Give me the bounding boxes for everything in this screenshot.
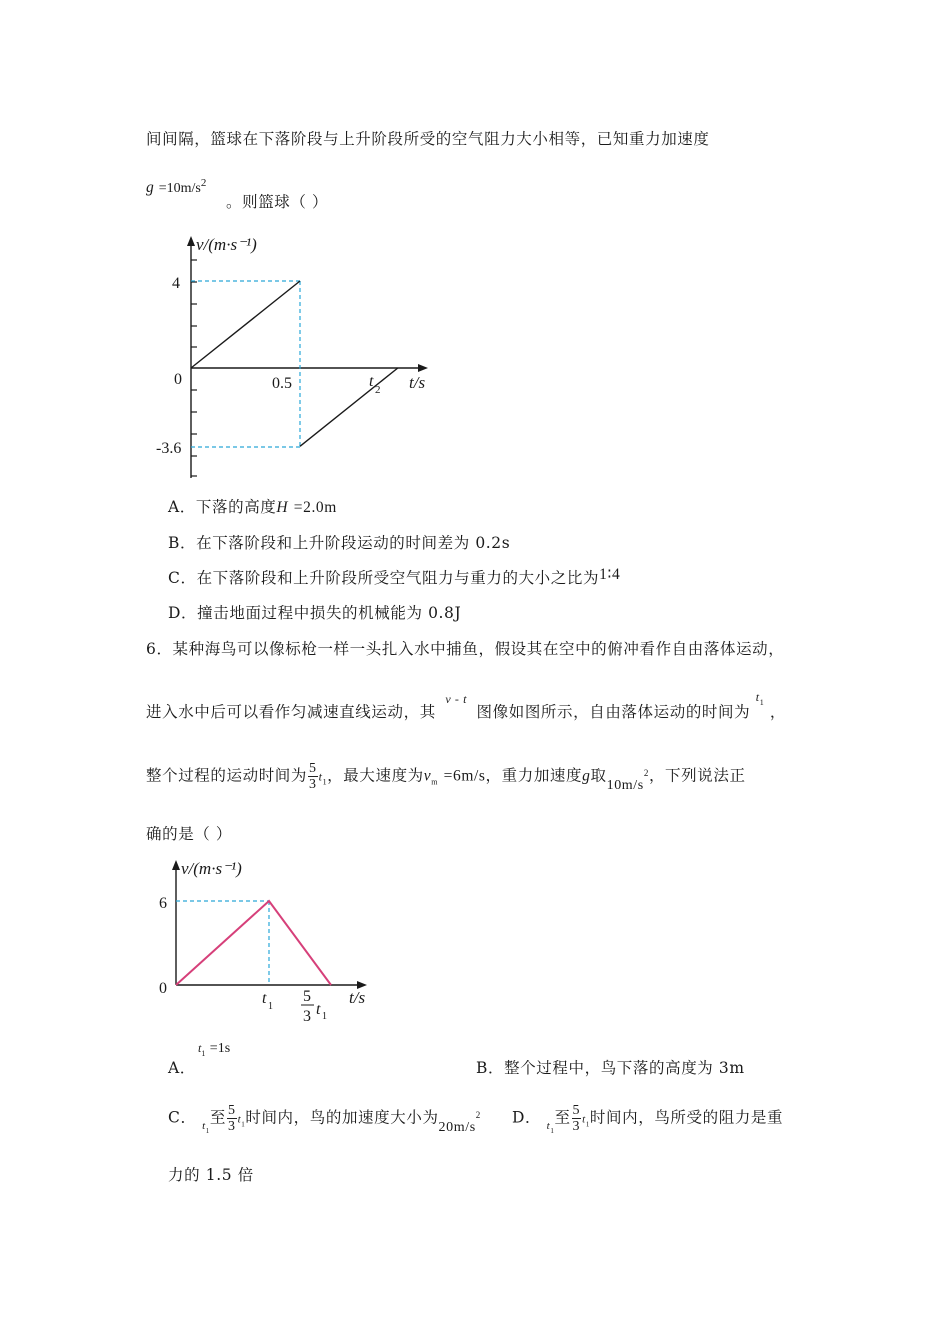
t1-sub: 1 [759,698,765,708]
x-axis-arrow [418,364,428,372]
fraction-5-3 [227,1103,237,1134]
t1-var: t [318,769,323,784]
option-a-label: A． [168,498,196,516]
g-variable: g [146,179,154,197]
option-a-text: 下落的高度 [195,498,277,516]
t1-var: t [546,1119,551,1132]
q6-option-d[interactable] [512,1103,783,1134]
y-tick-0: 0 [174,371,182,388]
q5-line1: 间间隔，篮球在下落阶段与上升阶段所受的空气阻力大小相等，已知重力加速度 [146,130,710,148]
frac-den: 3 [227,1119,236,1134]
option-c-label: C． [168,569,197,587]
accel-value: 20m/s [438,1119,476,1135]
q6-line3-a: 整个过程的运动时间为 [146,766,308,785]
q6-comma: ， [769,703,786,721]
ratio-value: 1∶4 [599,566,621,583]
q6-option-b[interactable] [476,1056,745,1078]
velocity-time-chart-1 [150,228,440,488]
t1-var: t [755,690,760,704]
y-axis-arrow [187,236,195,246]
q6-line2-b: 图像如图所示，自由落体运动的时间为 [476,703,751,721]
x-tick-t2: t [369,373,374,390]
t1-sub: 1 [585,1120,590,1129]
t1-sub: 1 [201,1048,206,1058]
option-a-label: A． [168,1059,196,1077]
q6-option-c[interactable] [168,1103,481,1134]
frac-den: 3 [572,1119,581,1134]
q6-option-a[interactable] [168,1056,196,1078]
y-tick-neg3.6: -3.6 [156,440,182,457]
option-c-label: C． [168,1108,197,1127]
t1-sub: 1 [322,777,328,787]
x-tick-t1: t [262,990,267,1007]
g-exp: 2 [643,768,649,779]
x-tick-frac-t-sub: 1 [322,1011,327,1022]
y-axis-label: v/(m·s⁻¹) [196,235,257,254]
frac-den: 3 [309,777,317,792]
t1-var: t [237,1113,242,1126]
option-c-text: 时间内，鸟的加速度大小为 [245,1108,439,1127]
velocity-time-chart-2 [155,852,385,1027]
t1-var: t [582,1113,586,1126]
q6-option-a-formula [198,1040,230,1058]
fraction-5-3 [308,761,318,792]
h-value: =2.0m [293,499,337,516]
q6-line3-d: 取 [590,766,607,785]
accel-exp: 2 [475,1110,481,1121]
option-b-text: 在下落阶段和上升阶段运动的时间差为 0.2s [196,534,511,552]
g-value: 10m/s [606,777,644,793]
y-tick-6: 6 [159,895,167,912]
option-d-text: 撞击地面过程中损失的机械能为 0.8J [197,604,462,622]
vm-sub: m [431,777,439,787]
q6-line4: 确的是（ ） [146,825,233,843]
fall-segment [191,281,300,368]
q5-option-a[interactable] [168,495,337,517]
option-c-text: 在下落阶段和上升阶段所受空气阻力与重力的大小之比为 [196,569,600,587]
q6-line3 [146,761,746,792]
vt-symbol: v - t [445,692,467,706]
t1-var: t [202,1119,206,1132]
x-tick-t1-sub: 1 [268,1001,273,1012]
option-d-label: D． [512,1108,542,1127]
t1-value: =1s [209,1041,231,1056]
option-d-to: 至 [554,1108,571,1127]
option-d-label: D． [168,604,198,622]
x-tick-0.5: 0.5 [272,375,292,392]
x-axis-label: t/s [409,373,426,392]
t1-sub: 1 [241,1120,246,1129]
option-b-label: B． [476,1059,505,1077]
option-b-label: B． [168,534,197,552]
g-value: =10m/s [158,181,201,197]
x-tick-frac-t: t [316,1001,321,1018]
frac-num: 5 [227,1103,236,1118]
fraction-5-3 [572,1103,582,1134]
q5-option-c[interactable] [168,566,620,588]
frac-num: 5 [572,1103,581,1118]
x-axis-label: t/s [349,988,366,1007]
y-tick-0: 0 [159,980,167,997]
option-d-text: 时间内，鸟所受的阻力是重 [589,1108,784,1127]
q5-option-d[interactable] [168,601,461,623]
y-axis-label: v/(m·s⁻¹) [181,859,242,878]
option-c-to: 至 [209,1108,226,1127]
q6-line2 [146,690,786,723]
t1-sub: 1 [550,1126,555,1135]
q5-g-formula [146,177,206,197]
vm-var: v [423,767,432,785]
g-exponent: 2 [200,177,207,189]
t1-var: t [198,1041,202,1055]
seabird-velocity-line [176,901,331,985]
g-var: g [582,767,591,785]
q6-line1: 6．某种海鸟可以像标枪一样一头扎入水中捕鱼，假设其在空中的俯冲看作自由落体运动， [146,640,785,658]
rise-segment [300,368,398,446]
option-b-text: 整个过程中，鸟下落的高度为 3m [504,1059,745,1077]
q6-option-d-cont: 力的 1.5 倍 [168,1166,254,1184]
x-tick-frac-den: 3 [303,1008,311,1025]
q5-line2-tail: 。则篮球（ ） [226,193,329,211]
x-tick-frac-num: 5 [303,988,311,1005]
q6-line3-e: ，下列说法正 [648,766,746,785]
t1-sub: 1 [205,1126,210,1135]
x-tick-t2-sub: 2 [375,384,381,396]
vm-value: =6m/s [443,767,486,785]
q6-line3-b: ，最大速度为 [327,766,424,785]
y-tick-4: 4 [172,275,180,292]
y-axis-arrow [172,860,180,870]
frac-num: 5 [309,761,317,776]
h-variable: H [276,499,289,516]
q6-line2-a: 进入水中后可以看作匀减速直线运动，其 [146,703,436,721]
q5-option-b[interactable] [168,531,510,553]
q6-line3-c: ，重力加速度 [485,766,583,785]
